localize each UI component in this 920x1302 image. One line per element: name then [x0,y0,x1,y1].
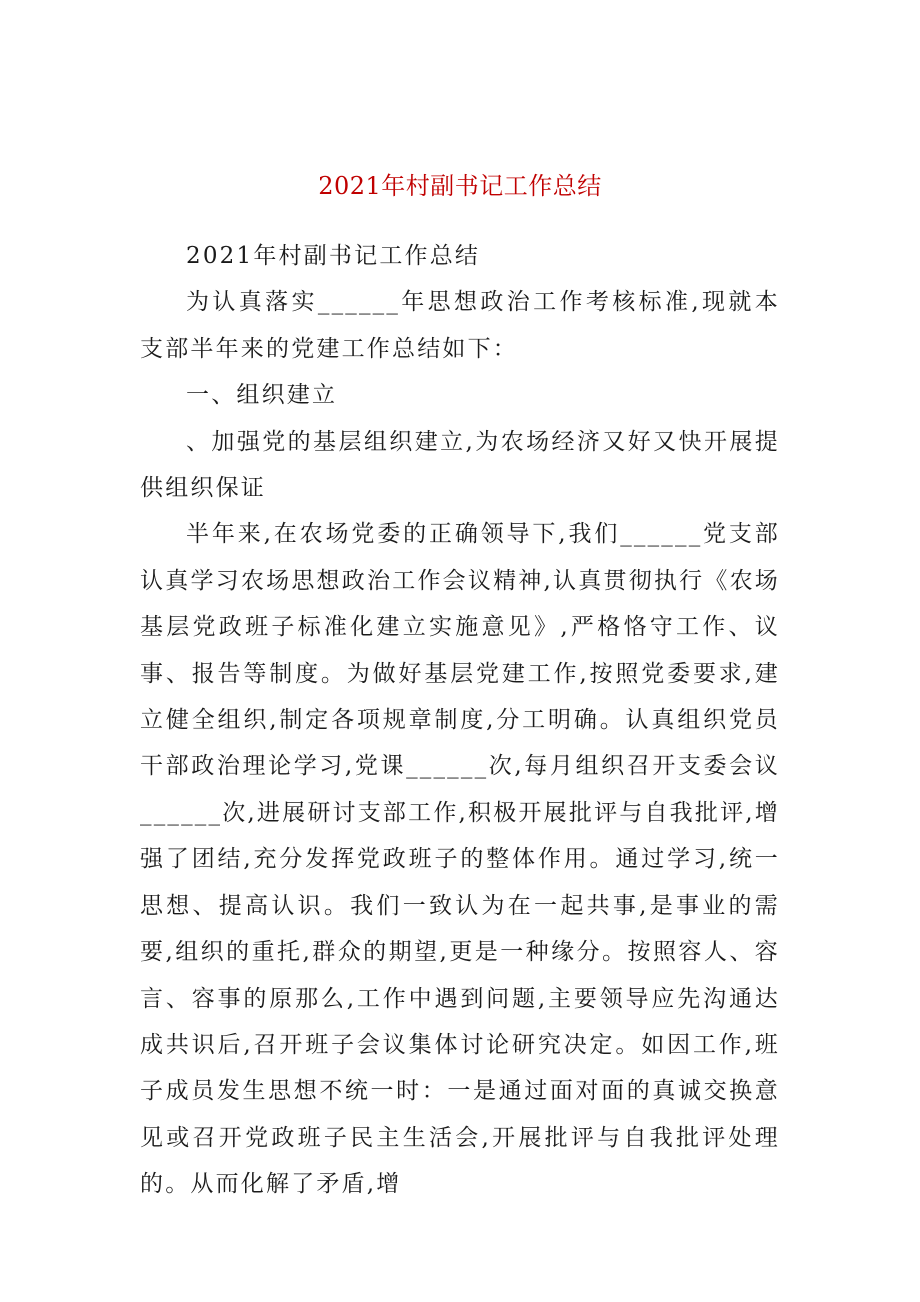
document-title: 2021年村副书记工作总结 [318,172,602,200]
paragraph-intro: 为认真落实______年思想政治工作考核标准,现就本支部半年来的党建工作总结如下： [140,289,780,362]
paragraph-subheading: 、加强党的基层组织建立,为农场经济又好又快开展提供组织保证 [140,428,780,502]
document-body [140,233,780,1208]
paragraph-heading-repeat: 2021年村副书记工作总结 [186,243,481,269]
paragraph-section-heading: 一、组织建立 [186,382,338,409]
paragraph-main: 半年来,在农场党委的正确领导下,我们______党支部认真学习农场思想政治工作会议精神,认真贯彻执行《农场基层党政班子标准化建立实施意见》,严格恪守工作、议事、报告等制度。为做好基层党建工作,按照党委要求,建立健全组织,制定各项规章制度,分工明确。认真组织党员干部政治理论学习,党课______次,每月组织召开支委会议______次,进展研讨支部工作,积极开展批评与自我批评,增强了团结,充分发挥党政班子的整体作用。通过学习,统一思想、提高认识。我们一致认为在一起共事,是事业的需要,组织的重托,群众的期望,更是一种缘分。按照容人、容言、容事的原那么,工作中遇到问题,主要领导应先沟通达成共识后,召开班子会议集体讨论研究决定。如因工作,班子成员发生思想不统一时：一是通过面对面的真诚交换意见或召开党政班子民主生活会,开展批评与自我批评处理的。从而化解了矛盾,增 [140,521,780,1198]
